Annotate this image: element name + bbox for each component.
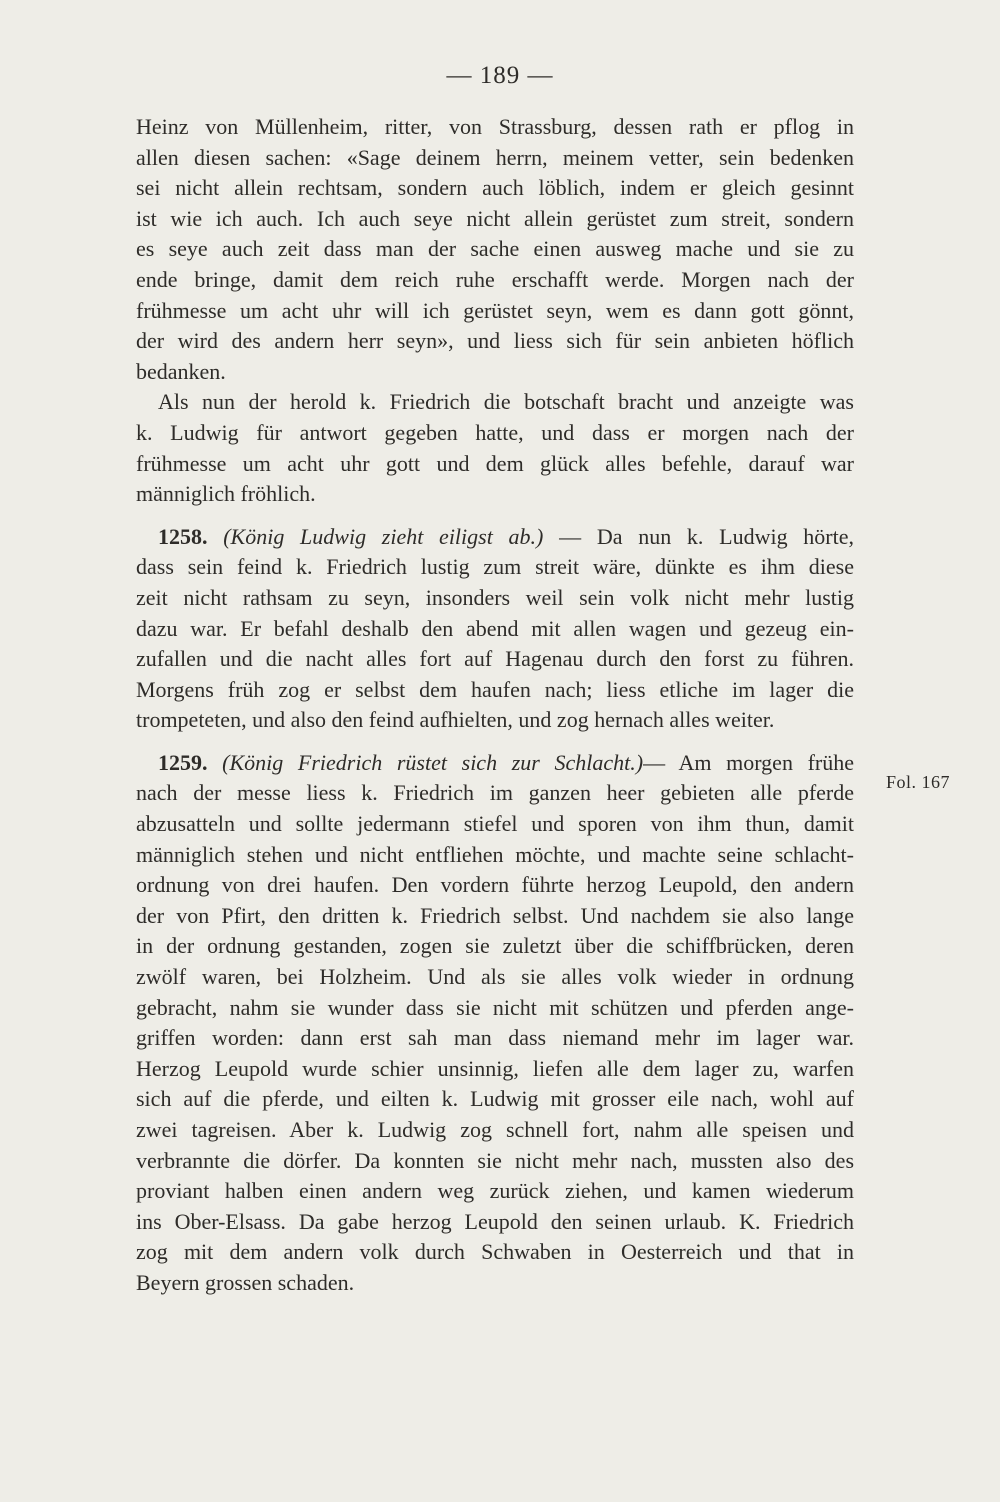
paragraph-gap bbox=[136, 510, 854, 522]
text-line: in der ordnung gestanden, zogen sie zuletzt über die schiffbrücken, deren bbox=[136, 933, 854, 959]
text-line: zwölf waren, bei Holzheim. Und als sie alles volk wieder in ordnung bbox=[136, 964, 854, 990]
folio-margin-note: Fol. 167 bbox=[886, 772, 951, 792]
section-rubric: (König Ludwig zieht eiligst ab.) bbox=[223, 523, 544, 549]
text-line: verbrannte die dörfer. Da konnten sie nicht mehr nach, mussten also des bbox=[136, 1147, 854, 1173]
paragraph-1258 bbox=[136, 522, 854, 736]
text-line: es seye auch zeit dass man der sache einen ausweg mache und sie zu bbox=[136, 236, 854, 262]
text-line: sei nicht allein rechtsam, sondern auch löblich, indem er gleich gesinnt bbox=[136, 175, 854, 201]
text-line: gebracht, nahm sie wunder dass sie nicht mit schützen und pferden ange- bbox=[136, 994, 854, 1020]
text-line: männiglich stehen und nicht entfliehen möchte, und machte seine schlacht- bbox=[136, 841, 854, 867]
paragraph-herold bbox=[136, 387, 854, 509]
text-line: ende bringe, damit dem reich ruhe erschafft werde. Morgen nach der bbox=[136, 266, 854, 292]
text-line: trompeteten, und also den feind aufhielten, und zog hernach alles weiter. bbox=[136, 707, 775, 733]
section-number: 1258. bbox=[158, 523, 208, 549]
paragraph-gap bbox=[136, 736, 854, 748]
text-line: allen diesen sachen: «Sage deinem herrn, meinem vetter, sein bedenken bbox=[136, 144, 854, 170]
paragraph-1259 bbox=[136, 748, 854, 1299]
text-line: zeit nicht rathsam zu seyn, insonders weil sein volk nicht mehr lustig bbox=[136, 584, 854, 610]
body-text bbox=[136, 112, 854, 1299]
text-line: ins Ober-Elsass. Da gabe herzog Leupold den seinen urlaub. K. Friedrich bbox=[136, 1208, 854, 1234]
text-line: ist wie ich auch. Ich auch seye nicht allein gerüstet zum streit, sondern bbox=[136, 205, 854, 231]
text-line: sich auf die pferde, und eilten k. Ludwig mit grosser eile nach, wohl auf bbox=[136, 1086, 854, 1112]
text-line: Morgens früh zog er selbst dem haufen nach; liess etliche im lager die bbox=[136, 676, 854, 702]
text-line: dass sein feind k. Friedrich lustig zum streit wäre, dünkte es ihm diese bbox=[136, 554, 854, 580]
text-line: k. Ludwig für antwort gegeben hatte, und dass er morgen nach der bbox=[136, 419, 854, 445]
text-line: der von Pfirt, den dritten k. Friedrich selbst. Und nachdem sie also lange bbox=[136, 902, 854, 928]
text-line: zwei tagreisen. Aber k. Ludwig zog schnell fort, nahm alle speisen und bbox=[136, 1117, 854, 1142]
text-fragment: — Da nun k. Ludwig hörte, bbox=[559, 523, 854, 549]
text-line: griffen worden: dann erst sah man dass niemand mehr im lager war. bbox=[136, 1025, 854, 1051]
text-line: Heinz von Müllenheim, ritter, von Strassburg, dessen rath er pflog in bbox=[136, 114, 854, 139]
text-line: frühmesse um acht uhr will ich gerüstet seyn, wem es dann gott gönnt, bbox=[136, 297, 854, 323]
text-line: zufallen und die nacht alles fort auf Hagenau durch den forst zu führen. bbox=[136, 646, 854, 672]
text-line: proviant halben einen andern weg zurück ziehen, und kamen wiederum bbox=[136, 1178, 854, 1204]
text-line: Herzog Leupold wurde schier unsinnig, liefen alle dem lager zu, warfen bbox=[136, 1055, 854, 1081]
text-line: männiglich fröhlich. bbox=[136, 481, 316, 507]
text-fragment: — Am morgen frühe bbox=[643, 749, 855, 775]
text-line: dazu war. Er befahl deshalb den abend mit allen wagen und gezeug ein- bbox=[136, 615, 854, 641]
text-line bbox=[136, 522, 854, 553]
text-line: frühmesse um acht uhr gott und dem glück alles befehle, darauf war bbox=[136, 450, 854, 476]
text-line: ordnung von drei haufen. Den vordern führte herzog Leupold, den andern bbox=[136, 872, 854, 898]
page-number-header: — 189 — bbox=[446, 62, 554, 89]
paragraph-continuation bbox=[136, 112, 854, 387]
text-line: abzusatteln und sollte jedermann stiefel und sporen von ihm thun, damit bbox=[136, 811, 854, 837]
text-line: bedanken. bbox=[136, 358, 226, 384]
text-line bbox=[136, 748, 854, 779]
section-number: 1259. bbox=[158, 749, 208, 775]
text-line: Als nun der herold k. Friedrich die botschaft bracht und anzeigte was bbox=[158, 389, 854, 415]
section-rubric: (König Friedrich rüstet sich zur Schlacht.) bbox=[222, 749, 644, 775]
text-line: Beyern grossen schaden. bbox=[136, 1269, 355, 1295]
text-line: nach der messe liess k. Friedrich im ganzen heer gebieten alle pferde bbox=[136, 780, 854, 806]
text-line: der wird des andern herr seyn», und liess sich für sein anbieten höflich bbox=[136, 328, 854, 354]
text-line: zog mit dem andern volk durch Schwaben in Oesterreich und that in bbox=[136, 1239, 854, 1265]
